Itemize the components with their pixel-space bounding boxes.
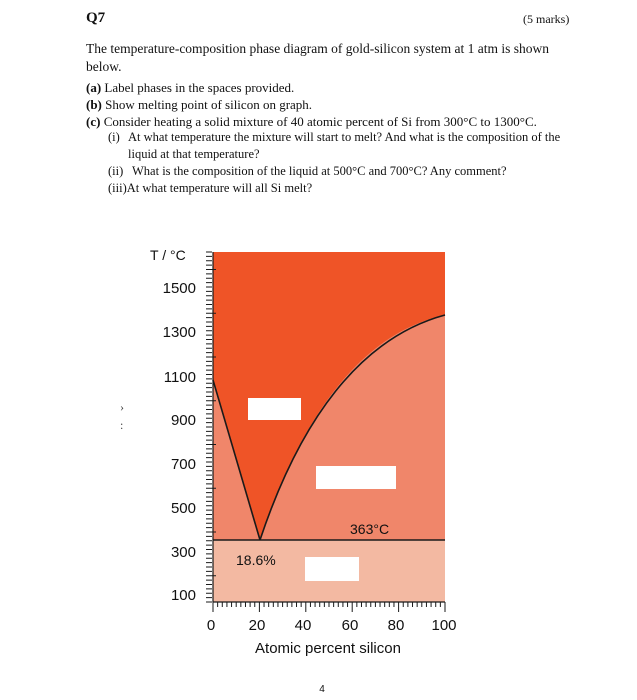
question-number: Q7 [86,10,106,26]
question-marks: (5 marks) [523,12,570,26]
x-axis-ticks [213,602,445,612]
part-c-label: (c) [86,114,101,129]
subpart-iii-label: (iii) [108,181,127,195]
part-a-label: (a) [86,80,102,95]
y-tick-label: 500 [170,500,196,517]
y-tick-label: 300 [170,544,196,561]
part-a-text: Label phases in the spaces provided. [104,80,295,95]
x-tick-label: 20 [248,617,266,634]
x-tick-label: 40 [294,617,312,634]
y-tick-label: 1500 [162,280,196,297]
question-intro: The temperature-composition phase diagram of gold-silicon system at 1 atm is shown below. [86,41,550,74]
phase-label-box-solid[interactable] [305,557,359,581]
part-b-label: (b) [86,97,102,112]
part-b-text: Show melting point of silicon on graph. [105,97,313,112]
x-tick-label: 100 [431,617,457,634]
x-tick-label: 60 [341,617,359,634]
x-tick-label: 0 [206,617,216,634]
y-tick-label: 900 [170,412,196,429]
subpart-i-text: At what temperature the mixture will start to melt? And what is the composition of the liquid at that temperature? [128,130,561,161]
subpart-i-label: (i) [108,130,120,144]
eutectic-temperature-label: 363°C [350,521,390,537]
y-axis-title: T / °C [150,247,186,263]
x-tick-label: 80 [387,617,405,634]
subpart-ii-label: (ii) [108,164,124,178]
phase-label-box-liquid-si[interactable] [316,466,396,489]
y-tick-label: 100 [170,587,196,604]
eutectic-composition-label: 18.6% [236,552,276,568]
margin-mark: : [120,418,124,432]
part-c-text: Consider heating a solid mixture of 40 atomic percent of Si from 300°C to 1300°C. [103,114,537,129]
x-axis-title: Atomic percent silicon [255,640,401,657]
y-tick-label: 700 [170,456,196,473]
margin-mark: › [120,400,124,414]
y-tick-label: 1100 [163,369,196,386]
phase-label-box-liquid-au[interactable] [248,398,301,420]
subpart-ii-text: What is the composition of the liquid at 500°C and 700°C? Any comment? [132,164,507,178]
subpart-iii-text: At what temperature will all Si melt? [126,181,313,195]
y-tick-label: 1300 [162,324,196,341]
page-number: 4 [319,684,325,695]
